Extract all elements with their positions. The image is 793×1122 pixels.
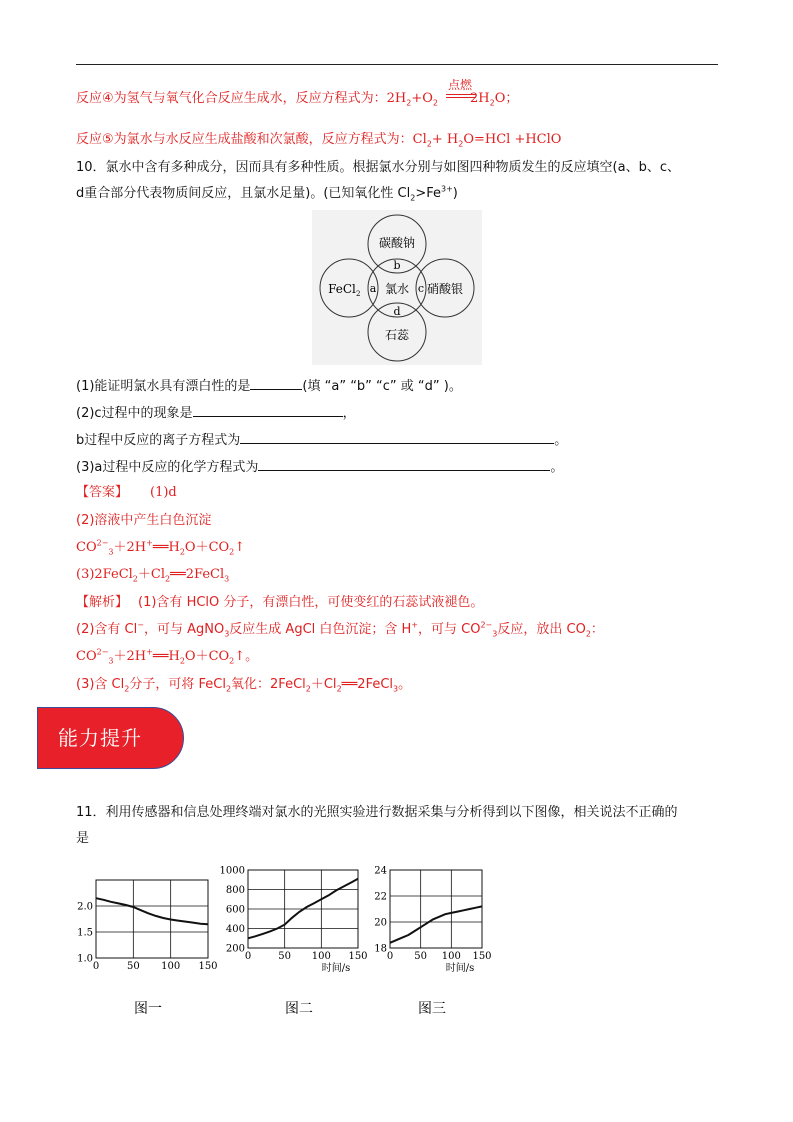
chart-1-xtick: 150 — [198, 961, 218, 972]
chart-3-xtick: 100 — [441, 951, 461, 962]
ability-banner: 能力提升 — [37, 707, 184, 769]
label-left: FeCl — [328, 282, 356, 296]
chart-3-xtick: 50 — [414, 951, 428, 962]
chart-3-series-line — [390, 906, 482, 942]
chart-3-xtick: 150 — [472, 951, 492, 962]
chart-2-ytick: 200 — [225, 943, 245, 955]
answer-blank-3[interactable] — [240, 429, 554, 444]
label-b: b — [393, 259, 401, 272]
answer-line-3: $(3)2FeCl_2+Cl_2══2FeCl_3$ — [76, 567, 230, 584]
answer-line-2: (2)溶液中产生白色沉淀 — [76, 513, 212, 528]
label-bottom: 石蕊 — [384, 328, 410, 342]
q11-stem-line2: 是 — [76, 831, 90, 846]
reaction-condition: 点燃 — [448, 78, 473, 92]
chart-1-xtick: 0 — [92, 961, 100, 972]
chart-3-ytick: 24 — [374, 865, 387, 877]
q11-stem-line1: 11．利用传感器和信息处理终端对氯水的光照实验进行数据采集与分析得到以下图像，相关说法不正确的 — [76, 805, 678, 820]
answer-blank-2[interactable] — [193, 402, 343, 417]
answer-line: 【答案】 (1)d — [76, 485, 177, 500]
q10-stem-line1: 10．氯水中含有多种成分，因而具有多种性质。根据氯水分别与如图四种物质发生的反应填空(a、b、c、 — [76, 160, 680, 175]
charts-panel — [76, 858, 516, 1023]
chart-2-ytick: 800 — [225, 885, 245, 896]
chart-3-ytick: 20 — [374, 917, 387, 929]
chart-1-xtick: 100 — [161, 961, 181, 972]
chart-1-series-line — [96, 898, 208, 924]
header-rule — [76, 64, 718, 65]
chart-2-ytick: 600 — [225, 904, 245, 916]
chart-2-xtick: 50 — [278, 951, 292, 962]
answer-line-2-eq: $CO^{2-}_3+2H^+══H_2O+CO_2↑$ — [76, 538, 246, 557]
chart-3-ytick: 18 — [374, 943, 387, 955]
reaction-5-line: 反应⑤为氯水与水反应生成盐酸和次氯酸，反应方程式为：$Cl_2+ H_2O=HCl$ +HClO — [76, 132, 562, 149]
analysis-line-1: 【解析】 (1)含有 HClO 分子，有漂白性，可使变红的石蕊试液褪色。 — [76, 595, 484, 610]
chart-3-xtick: 0 — [386, 951, 394, 962]
analysis-line-2: (2)含有 Cl−，可与 AgNO$_3$反应生成 AgCl 白色沉淀；含 H+，可与 $CO^{2-}_3$反应，放出 $CO_2$： — [76, 620, 604, 639]
chart-3-ytick: 22 — [374, 891, 387, 903]
chart-3-xlabel: 时间/s — [445, 963, 475, 974]
chart-1-ytick: 2.0 — [77, 901, 93, 913]
q10-part1: (1)能证明氯水具有漂白性的是 (填 “a” “b” “c” 或 “d” )。 — [76, 375, 462, 396]
chart-1-ytick: 1.5 — [77, 927, 93, 939]
venn-svg — [312, 210, 482, 365]
chart-3-title: 图三 — [418, 1001, 446, 1017]
chart-2-series-line — [248, 879, 358, 939]
q10-part2: (2)c过程中的现象是 ， — [76, 402, 356, 423]
reaction-4-line: 反应④为氢气与氧气化合反应生成水，反应方程式为：$2H_2+O_2$ $2H_2O$； — [76, 91, 519, 108]
label-left-sub: 2 — [356, 290, 361, 298]
chart-1-frame — [96, 880, 208, 958]
label-a: a — [369, 282, 377, 295]
answer-blank-1[interactable] — [250, 375, 302, 390]
chart-2-ytick: 1000 — [219, 865, 245, 877]
chart-1-xtick: 50 — [126, 961, 140, 972]
chart-2-xtick: 150 — [348, 951, 368, 962]
chart-2-xtick: 100 — [311, 951, 331, 962]
label-d: d — [393, 305, 401, 318]
answer-blank-4[interactable] — [258, 456, 550, 471]
chart-1-ytick: 1.0 — [77, 953, 93, 965]
label-c: c — [417, 282, 425, 295]
charts-svg — [76, 858, 516, 1023]
label-right: 硝酸银 — [426, 282, 464, 296]
venn-diagram — [312, 210, 482, 365]
q10-part3: (3)a过程中反应的化学方程式为 。 — [76, 456, 563, 477]
chart-2-title: 图二 — [285, 1001, 313, 1017]
chart-2-ytick: 400 — [225, 924, 245, 935]
chart-1-title: 图一 — [134, 1001, 162, 1017]
q10-part2b: b过程中反应的离子方程式为 。 — [76, 429, 567, 450]
chart-2-xtick: 0 — [244, 951, 252, 962]
analysis-line-2-eq: $CO^{2-}_3+2H^+══H_2O+CO_2↑$。 — [76, 647, 259, 666]
q10-stem-line2: d重合部分代表物质间反应，且氯水足量)。(已知氧化性 $Cl_2>Fe^{3+}$) — [76, 184, 458, 203]
label-center: 氯水 — [384, 282, 410, 296]
label-top: 碳酸钠 — [378, 236, 416, 250]
analysis-line-3: (3)含 $Cl_2$分子，可将 FeCl$_2$氧化：$2FeCl_2+Cl_2══2FeCl_3$。 — [76, 677, 412, 694]
chart-2-xlabel: 时间/s — [321, 963, 351, 974]
